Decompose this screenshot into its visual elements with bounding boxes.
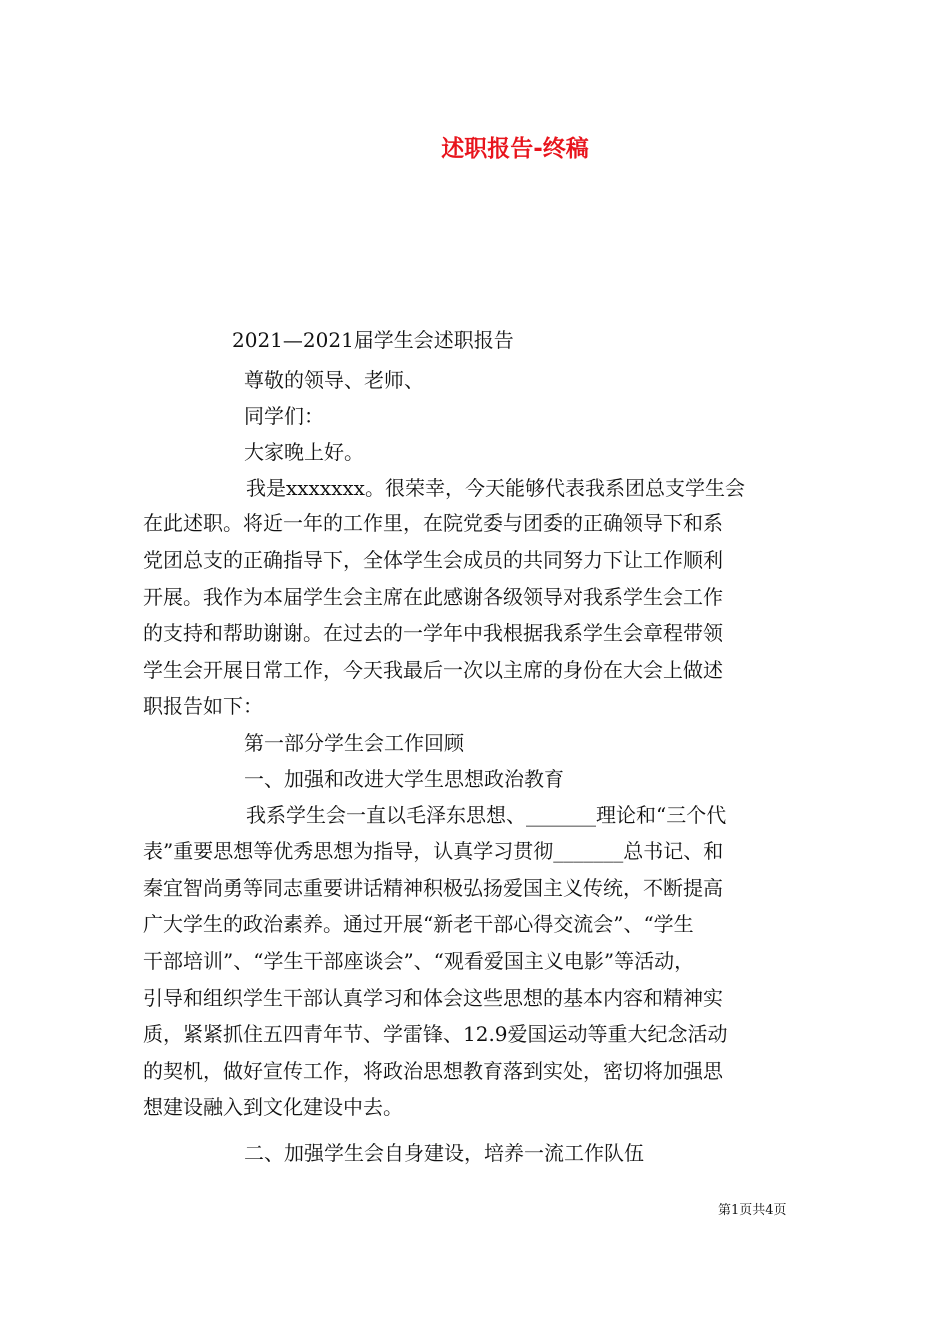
paragraph-1-line: 党团总支的正确指导下，全体学生会成员的共同努力下让工作顺利 <box>143 548 723 572</box>
paragraph-2-line: 表”重要思想等优秀思想为指导，认真学习贯彻_______总书记、和 <box>143 839 724 863</box>
paragraph-1-line: 职报告如下： <box>143 694 263 718</box>
salutation-line-2: 同学们： <box>244 404 324 428</box>
salutation-line-1: 尊敬的领导、老师、 <box>244 368 424 392</box>
greeting: 大家晚上好。 <box>244 440 364 464</box>
paragraph-2-line: 引导和组织学生干部认真学习和体会这些思想的基本内容和精神实 <box>143 986 723 1010</box>
subsection-heading-2: 二、加强学生会自身建设，培养一流工作队伍 <box>244 1141 644 1165</box>
paragraph-2-line: 的契机，做好宣传工作，将政治思想教育落到实处，密切将加强思 <box>143 1059 723 1083</box>
section-heading: 第一部分学生会工作回顾 <box>244 731 464 755</box>
paragraph-2-line: 我系学生会一直以毛泽东思想、_______理论和“三个代 <box>246 803 727 827</box>
paragraph-1-line: 开展。我作为本届学生会主席在此感谢各级领导对我系学生会工作 <box>143 585 723 609</box>
paragraph-2-line: 干部培训”、“学生干部座谈会”、“观看爱国主义电影”等活动， <box>143 949 695 973</box>
paragraph-2-line: 想建设融入到文化建设中去。 <box>143 1095 403 1119</box>
paragraph-1-line: 我是xxxxxxx。很荣幸，今天能够代表我系团总支学生会 <box>246 476 745 500</box>
paragraph-2-line: 广大学生的政治素养。通过开展“新老干部心得交流会”、“学生 <box>143 912 694 936</box>
report-heading: 2021—2021届学生会述职报告 <box>232 328 514 352</box>
paragraph-1-line: 在此述职。将近一年的工作里，在院党委与团委的正确领导下和系 <box>143 511 723 535</box>
subsection-heading-1: 一、加强和改进大学生思想政治教育 <box>244 767 564 791</box>
page-number: 第1页共4页 <box>718 1203 787 1218</box>
paragraph-1-line: 学生会开展日常工作，今天我最后一次以主席的身份在大会上做述 <box>143 658 723 682</box>
paragraph-1-line: 的支持和帮助谢谢。在过去的一学年中我根据我系学生会章程带领 <box>143 621 723 645</box>
document-title: 述职报告-终稿 <box>441 136 589 162</box>
paragraph-2-line: 质，紧紧抓住五四青年节、学雷锋、12.9爱国运动等重大纪念活动 <box>143 1022 728 1046</box>
paragraph-2-line: 秦宜智尚勇等同志重要讲话精神积极弘扬爱国主义传统，不断提高 <box>143 876 723 900</box>
